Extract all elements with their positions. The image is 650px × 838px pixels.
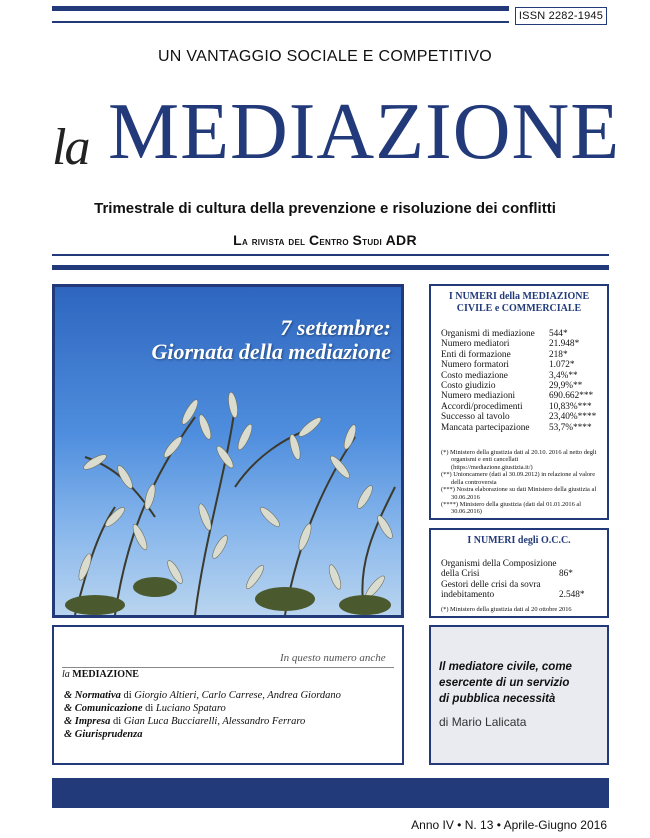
contents-item: & Giurisprudenza (64, 729, 143, 740)
contents-box (52, 625, 404, 765)
occ-stats-box (429, 528, 609, 618)
contents-masthead: la MEDIAZIONE (62, 669, 139, 680)
top-rule-thick (52, 6, 509, 11)
stats-row: Numero mediazioni 690.662*** (441, 391, 594, 402)
occ-heading: I NUMERI degli O.C.C. (467, 535, 571, 546)
feature-title (439, 659, 604, 707)
masthead-la: la (52, 119, 89, 176)
feature-title-line1: Il mediatore civile, come (439, 661, 572, 673)
stats-note: (***) Nostra elaborazione su dati Ministero della giustizia al 30.06.2016 (441, 486, 597, 501)
occ-row: Gestori delle crisi da sovra indebitamento 2.548* (441, 579, 585, 601)
stats-row: Numero formatori 1.072* (441, 360, 575, 371)
stats-row: Organismi di mediazione 544* (441, 329, 568, 339)
occ-row: Organismi della Composizione della Crisi 86* (441, 559, 573, 580)
occ-table (441, 559, 599, 601)
stats-row: Enti di formazione 218* (441, 349, 568, 360)
contents-divider (62, 667, 394, 668)
stats-row: Mancata partecipazione 53,7%**** (441, 422, 592, 433)
tagline: UN VANTAGGIO SOCIALE E COMPETITIVO (157, 48, 493, 65)
stats-note: (*) Ministero della giustizia dati al 20.10. 2016 al netto degli organismi e enti cancellati (https://mediazione.giustizia.it/) (441, 449, 597, 471)
stats-heading (431, 286, 607, 315)
feature-title-line3: di pubblica necessità (439, 693, 556, 705)
publisher-line: La rivista del Centro Studi ADR (233, 232, 417, 248)
issue-info: Anno IV • N. 13 • Aprile-Giugno 2016 (411, 818, 607, 832)
stats-heading-line2: CIVILE e COMMERCIALE (456, 303, 582, 314)
stats-note: (****) Ministero della giustizia (dati dal 01.01.2016 al 30.06.2016) (441, 500, 582, 516)
stats-heading-line1: I NUMERI della MEDIAZIONE (448, 291, 590, 302)
contents-item: & Comunicazione di Luciano Spataro (64, 703, 226, 714)
stats-row: Successo al tavolo 23,40%**** (441, 412, 597, 423)
stats-notes (441, 449, 599, 516)
contents-item: & Impresa di Gian Luca Bucciarelli, Alessandro Ferraro (64, 716, 306, 727)
top-rule-thin (52, 21, 509, 23)
occ-note: (*) Ministero della giustizia dati al 20 ottobre 2016 (441, 605, 572, 613)
stats-row: Numero mediatori 21.948* (441, 339, 580, 350)
footer-band (52, 778, 609, 808)
issn-label: ISSN 2282-1945 (515, 7, 607, 25)
contents-item: & Normativa di Giorgio Altieri, Carlo Carrese, Andrea Giordano (64, 690, 341, 701)
cover-date: 7 settembre: (280, 315, 391, 340)
contents-heading: In questo numero anche (280, 652, 386, 664)
stats-note: (**) Unioncamere (dati al 30.09.2012) in relazione al valore della controversia (441, 471, 596, 486)
cover-title: Giornata della mediazione (151, 339, 391, 364)
feature-article-box (429, 625, 609, 765)
contents-list (64, 689, 341, 741)
feature-author: di Mario Lalicata (439, 715, 527, 729)
mid-rule-thin (52, 254, 609, 256)
feature-title-line2: esercente di un servizio (439, 677, 570, 689)
masthead-title: MEDIAZIONE (108, 88, 621, 176)
stats-row: Costo mediazione 3,4%** (441, 370, 578, 381)
stats-row: Costo giudizio 29,9%** (441, 381, 583, 392)
cover-photo (52, 284, 404, 618)
mid-rule-thick (52, 265, 609, 270)
stats-row: Accordi/procedimenti 10,83%*** (441, 401, 592, 412)
stats-table (441, 329, 607, 433)
mediation-stats-box (429, 284, 609, 520)
subtitle: Trimestrale di cultura della prevenzione e risoluzione dei conflitti (94, 200, 556, 217)
